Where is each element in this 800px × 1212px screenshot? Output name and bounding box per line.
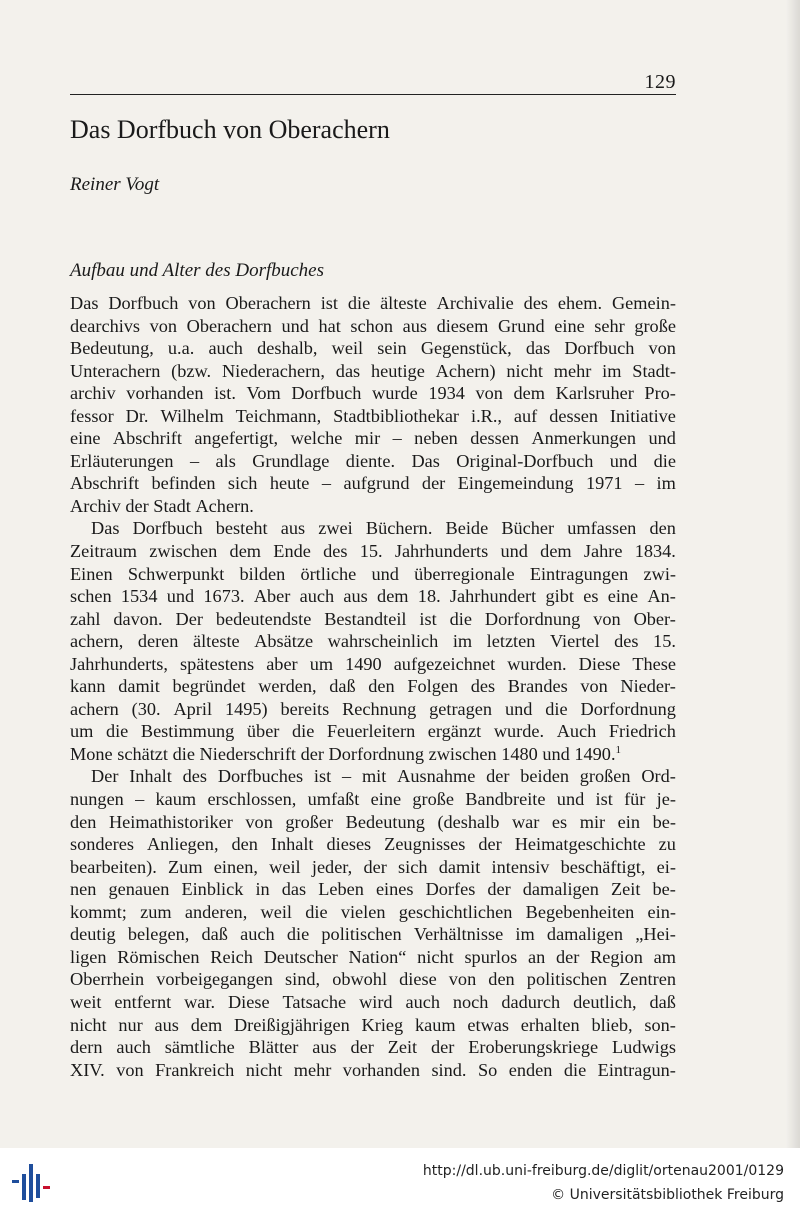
text-line: Einen Schwerpunkt bilden örtliche und überregionale Eintragungen zwi- <box>70 563 676 584</box>
paragraph <box>70 517 676 765</box>
text-line: Erläuterungen – als Grundlage diente. Das Original-Dorfbuch und die <box>70 450 676 471</box>
text-line: den Heimathistoriker von großer Bedeutung (deshalb war es mir ein be- <box>70 811 676 832</box>
text-line: nen genauen Einblick in das Leben eines Dorfes der damaligen Zeit be- <box>70 879 676 900</box>
text-line: dearchivs von Oberachern und hat schon aus diesem Grund eine sehr große <box>70 315 676 336</box>
text-line: schen 1534 und 1673. Aber auch aus dem 18. Jahrhundert gibt es eine An- <box>70 586 676 607</box>
text-line: nicht nur aus dem Dreißigjährigen Krieg kaum etwas erhalten blieb, son- <box>70 1014 676 1035</box>
paragraph <box>70 292 676 517</box>
article-title: Das Dorfbuch von Oberachern <box>70 115 390 144</box>
footer-copyright: © Universitätsbibliothek Freiburg <box>551 1187 784 1203</box>
text-line: Oberrhein vorbeigegangen sind, obwohl diese von den politischen Zentren <box>70 969 676 990</box>
text-line: archiv vorhanden ist. Vom Dorfbuch wurde 1934 von dem Karlsruher Pro- <box>70 383 676 404</box>
header-rule <box>70 94 676 95</box>
text-line: Der Inhalt des Dorfbuches ist – mit Ausnahme der beiden großen Ord- <box>91 766 676 787</box>
text-line: eine Abschrift angefertigt, welche mir – neben dessen Anmerkungen und <box>70 428 676 449</box>
text-line: um die Bestimmung über die Feuerleitern ergänzt wurde. Auch Friedrich <box>70 721 676 742</box>
text-line: zahl davon. Der bedeutendste Bestandteil ist die Dorfordnung von Ober- <box>70 608 676 629</box>
text-line: nungen – kaum erschlossen, umfaßt eine große Bandbreite und ist für je- <box>70 789 676 810</box>
text-line: dern auch sämtliche Blätter aus der Zeit der Eroberungskriege Ludwigs <box>70 1037 676 1058</box>
text-line: Das Dorfbuch von Oberachern ist die älteste Archivalie des ehem. Gemein- <box>70 293 676 313</box>
text-line: Archiv der Stadt Achern. <box>70 495 254 516</box>
text-line: bearbeiten). Zum einen, weil jeder, der sich damit intensiv beschäftigt, ei- <box>70 856 676 877</box>
text-line: Bedeutung, u.a. auch deshalb, weil sein Gegenstück, das Dorfbuch von <box>70 338 676 359</box>
text-line: Unterachern (bzw. Niederachern, das heutige Achern) nicht mehr im Stadt- <box>70 360 676 381</box>
section-heading: Aufbau und Alter des Dorfbuches <box>70 260 325 281</box>
text-line: ligen Römischen Reich Deutscher Nation“ nicht spurlos an der Region am <box>70 946 676 967</box>
page-number: 129 <box>644 71 676 93</box>
text-line: sonderes Anliegen, den Inhalt dieses Zeugnisses der Heimatgeschichte zu <box>70 834 676 855</box>
text-line: Abschrift befinden sich heute – aufgrund der Eingemeindung 1971 – im <box>70 473 676 494</box>
text-line: kommt; zum anderen, weil die vielen geschichtlichen Begebenheiten ein- <box>70 901 676 922</box>
text-line: Mone schätzt die Niederschrift der Dorfordnung zwischen 1480 und 1490.$^1$ <box>70 743 622 764</box>
text-line: fessor Dr. Wilhelm Teichmann, Stadtbibliothekar i.R., auf dessen Initiative <box>70 405 676 426</box>
footer-url-link[interactable]: http://dl.ub.uni-freiburg.de/diglit/ortenau2001/0129 <box>422 1163 784 1179</box>
footer <box>0 1148 800 1212</box>
text-line: Zeitraum zwischen dem Ende des 15. Jahrhunderts und dem Jahre 1834. <box>70 541 676 562</box>
text-line: kann damit begründet werden, daß den Folgen des Brandes von Nieder- <box>70 676 676 697</box>
text-line: XIV. von Frankreich nicht mehr vorhanden sind. So enden die Eintragun- <box>70 1059 676 1080</box>
ub-freiburg-logo-icon <box>8 1160 54 1206</box>
article-author: Reiner Vogt <box>70 174 160 195</box>
text-line: Jahrhunderts, spätestens aber um 1490 aufgezeichnet wurden. Diese These <box>70 653 676 674</box>
text-line: achern (30. April 1495) bereits Rechnung getragen und die Dorfordnung <box>70 698 676 719</box>
page-edge-shadow <box>786 0 800 1148</box>
footnote-reference[interactable]: 1 <box>615 743 622 756</box>
text-line: deutig belegen, daß auch die politischen Verhältnisse im damaligen „Hei- <box>70 924 676 945</box>
paragraph <box>70 765 676 1081</box>
body-text <box>70 292 676 1081</box>
text-line: achern, deren älteste Absätze wahrscheinlich im letzten Viertel des 15. <box>70 631 676 652</box>
text-line: Das Dorfbuch besteht aus zwei Büchern. Beide Bücher umfassen den <box>91 518 676 539</box>
text-line: weit entfernt war. Diese Tatsache wird auch noch dadurch deutlich, daß <box>70 991 676 1012</box>
